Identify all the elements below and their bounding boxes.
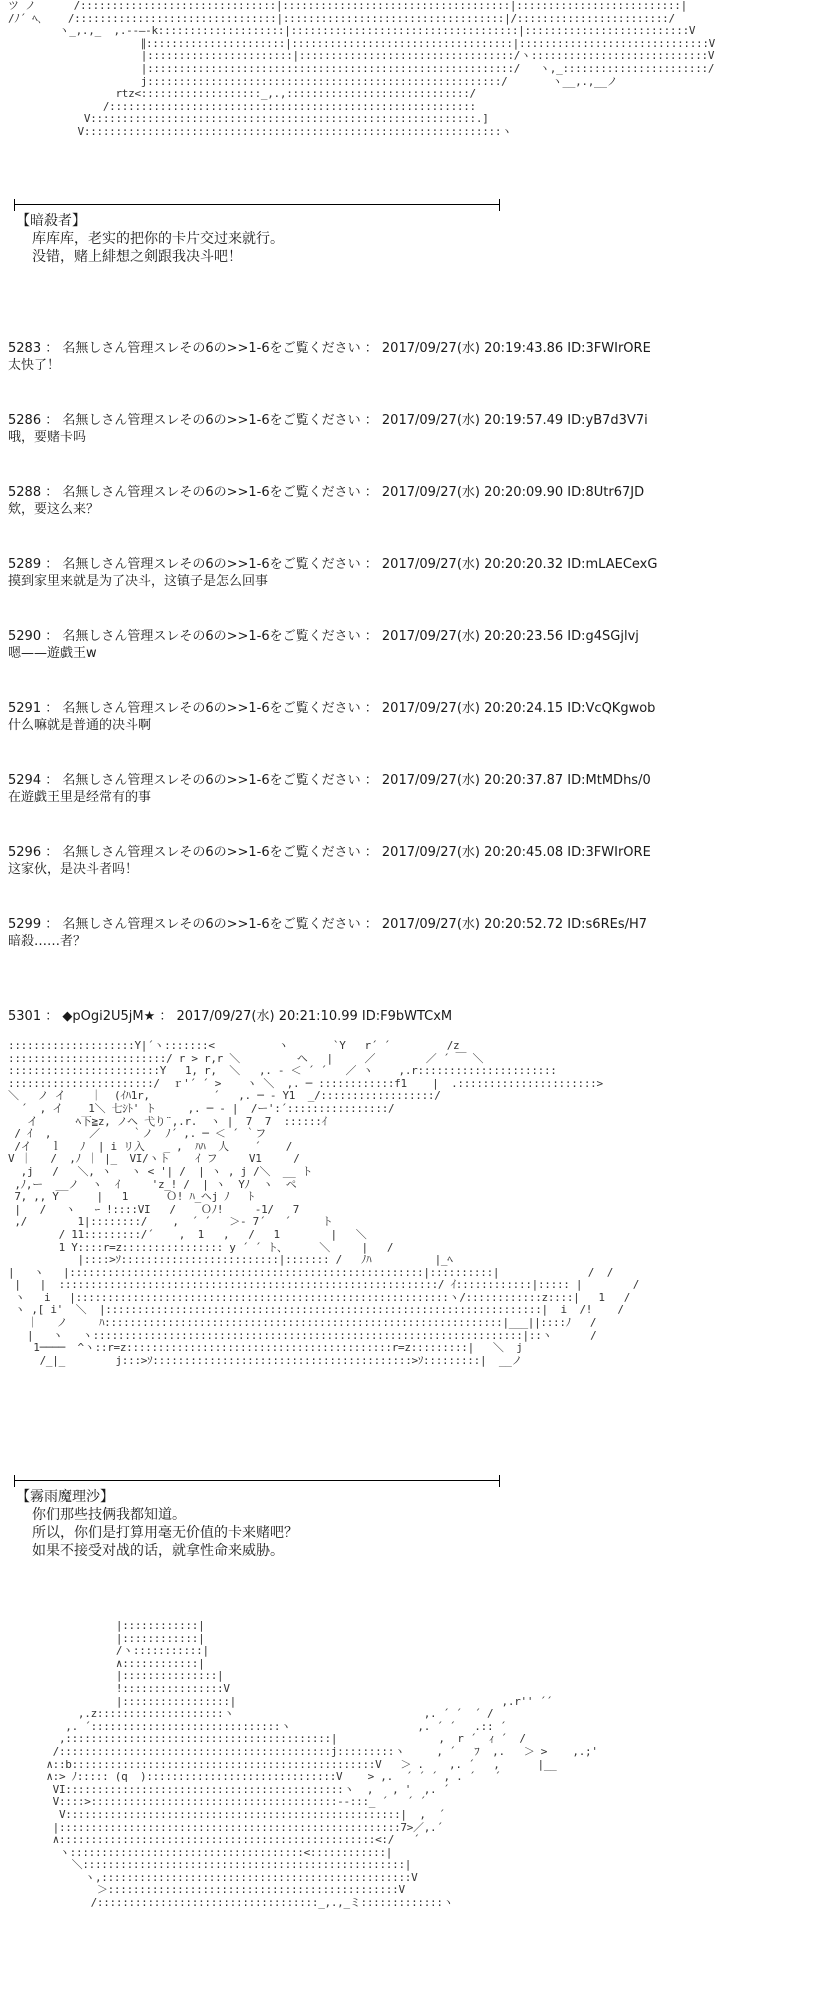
post (8, 484, 644, 518)
post-body: 太快了！ (8, 358, 61, 373)
post-body: 暗殺……者？ (8, 934, 87, 949)
post-header: 5286 ： 名無しさん管理スレその6の>>1-6をご覧ください ： 2017/09/27(水) 20:19:57.49 ID:yB7d3V7i (8, 413, 648, 428)
post (8, 628, 639, 662)
ascii-art-assassin: ツ ノ /:::::::::::::::::::::::::::::::|::::::::::::::::::::::::::::::::::::|::::::::::::::::::::::::::| /ﾉ´ ﾍ､ /::::::::::::::::::::::::::::::::|:::::::::::::::::::::::::::::::::::|/::::::::::::::::::::::::/ ヽ_,.,_ ,.--―‐k::::::::::::::::::::|::::::::::::::::::::::::::::::::::::|::::::::::::::::::::::::::V ∥::::::::::::::::::::::|:::::::::::::::::::::::::::::::::::|::::::::::::::::::::::::::::::V |:::::::::::::::::::::::|::::::::::::::::::::::::::::::::::/ヽ::::::::::::::::::::::::::::V |::::::::::::::::::::::::::::::::::::::::::::::::::::::::::/ ヽ,_:::::::::::::::::::::::/ j::::::::::::::::::::::::::::::::::::::::::::::::::::::::/ ヽ__,.,__ノ rtz<:::::::::::::::::::_,.,:::::::::::::::::::::::::::::/ /:::::::::::::::::::::::::::::::::::::::::::::::::::::::::: V:::::::::::::::::::::::::::::::::::::::::::::::::::::::::::::.] V::::::::::::::::::::::::::::::::::::::::::::::::::::::::::::::::::ヽ (8, 0, 716, 138)
post (8, 700, 655, 734)
speech-block-assassin (16, 212, 284, 266)
speech-line: 库库库，老实的把你的卡片交过来就行。 (32, 231, 284, 247)
post-header: 5299 ： 名無しさん管理スレその6の>>1-6をご覧ください ： 2017/09/27(水) 20:20:52.72 ID:s6REs/H7 (8, 917, 648, 932)
post-header: 5294 ： 名無しさん管理スレその6の>>1-6をご覧ください ： 2017/09/27(水) 20:20:37.87 ID:MtMDhs/0 (8, 773, 651, 788)
ascii-art-marisa: ::::::::::::::::::::Y|´ヽ:::::::< ヽ `Y r´ ´ /z :::::::::::::::::::::::::/ r > r,r ＼ ヘ | ／ ／ ´ ￣ ＼ ::::::::::::::::::::::::Y 1, r, ＼ ,. ‐ ＜ ´ ´ ／ ヽ ,.r:::::::::::::::::::::: :::::::::::::::::::::::/ ｒ'´ ´ > ヽ ＼ ,. ─ ::::::::::::f1 | .::::::::::::::::::::::> ＼ ノ イ ｜ (ｲﾊ1r, ´ ,. ─ ‐ Y1 _/::::::::::::::::::/ ´ , イ 1＼ 七ｼﾄ' ト ,. ─ ‐ | /ー':´::::::::::::::::/ イ ﾍ下≧z, ノヘ 弋り¨,.r. ヽ | 7 7 ::::::ｲ / ｲ , ／ ｀ノ ﾉ´ ,. ─ ＜ ´ ｀フ /イ ｌ ﾉ | i リ入 _ , ﾊﾊ 人 ´ / V ｜ / ,ﾉ ｜ |_ VI/ヽト ｲ フ V1 / ,j / ＼, ヽ ヽ < '| / | ヽ , j /＼ __ ト ,ﾉ,ー __ノ ヽ ｲ 'z_! / | ヽ Yﾉ ヽ ペ 7, ,, Y | 1 Ｏ! ﾊ_ヘj ﾉ ﾄ | / ヽ ｰ !::::VI / Ｏﾉ! -1/ 7 ,/ 1|::::::::/ , ´ ´ ＞‐ 7´ ´ ト / 11:::::::::/´ , 1 , / 1 | ＼ 1 Y::::r=z:::::::::::::::: y ´ ´ ト、 ＼ | / |::::>ｿ:::::::::::::::::::::::::|::::::: / ﾉﾊ |_ﾍ | ヽ |::::::::::::::::::::::::::::::::::::::::::::::::::::::::|::::::::::| / / | | ::::::::::::::::::::::::::::::::::::::::::::::::::::::::::::/ ｲ::::::::::::|::::: | / ヽ i |:::::::::::::::::::::::::::::::::::::::::::::::::::::::::::ヽ/::::::::::::z::::| 1 / ヽ ,[ i' ＼ |:::::::::::::::::::::::::::::::::::::::::::::::::::::::::::::::::::::| i /! / ｜ ノ ﾊ:::::::::::::::::::::::::::::::::::::::::::::::::::::::::::::::|___||::::ﾉ / | ヽ ヽ::::::::::::::::::::::::::::::::::::::::::::::::::::::::::::::::::::|::ヽ / 1──── ^ヽ::r=z::::::::::::::::::::::::::::::::::::::::::r=z:::::::::| ＼ j /_|_ j:::>ｿ:::::::::::::::::::::::::::::::::::::::::>ｿ:::::::::| __ノ (8, 1039, 640, 1367)
speech-line: 所以，你们是打算用毫无价值的卡来赌吧？ (32, 1525, 298, 1541)
post-header: 5291 ： 名無しさん管理スレその6の>>1-6をご覧ください ： 2017/09/27(水) 20:20:24.15 ID:VcQKgwob (8, 701, 656, 716)
speech-line: 如果不接受对战的话，就拿性命来威胁。 (32, 1543, 284, 1559)
divider-line (14, 204, 500, 205)
post-header: 5301 ： ◆pOgi2U5jM★ ： 2017/09/27(水) 20:21:10.99 ID:F9bWTCxM (8, 1009, 453, 1024)
post-header: 5283 ： 名無しさん管理スレその6の>>1-6をご覧ください ： 2017/09/27(水) 20:19:43.86 ID:3FWIrORE (8, 341, 651, 356)
post-header: 5289 ： 名無しさん管理スレその6の>>1-6をご覧ください ： 2017/09/27(水) 20:20:20.32 ID:mLAECexG (8, 557, 658, 572)
post-body: 在遊戯王里是经常有的事 (8, 790, 152, 805)
post-header: 5288 ： 名無しさん管理スレその6の>>1-6をご覧ください ： 2017/09/27(水) 20:20:09.90 ID:8Utr67JD (8, 485, 645, 500)
post (8, 412, 648, 446)
divider-line (14, 1480, 500, 1481)
post (8, 556, 657, 590)
ascii-art-bottle: |::::::::::::| |::::::::::::| /ヽ:::::::::::| ∧::::::::::::| |:::::::::::::::| !::::::::::::::::V |:::::::::::::::::| ,.r'' ´´ ,.z::::::::::::::::::::ヽ ,. ´ ´ ´ / ,. ´::::::::::::::::::::::::::::::ヽ ,. ´ ´ .:: ´ ,::::::::::::::::::::::::::::::::::::::::::| , r ´ ｨ ´ / /:::::::::::::::::::::::::::::::::::::::::::j:::::::::ヽ , ´ ﾌ ,. ＞ > ,.;' ∧::b::::::::::::::::::::::::::::::::::::::::::::::::V ＞ . ,. ´ , |__ ∧:> ﾉ::::: (q )::::::::::::::::::::::::::::::V > ,. ´ ´ ´ , . ´ ´ VI::::::::::::::::::::::::::::::::::::::::::::ヽ , , ' ,. ´ V::::>:::::::::::::::::::::::::::::::::::::::--:::_ ´ ´ ´ V:::::::::::::::::::::::::::::::::::::::::::::::::::::| , ´ |::::::::::::::::::::::::::::::::::::::::::::::::::::::7>／,.´ ∧::::::::::::::::::::::::::::::::::::::::::::::::::<:/ ´ ヽ:::::::::::::::::::::::::::::::::::::<::::::::::::| ＼:::::::::::::::::::::::::::::::::::::::::::::::::::| ヽ,:::::::::::::::::::::::::::::::::::::::::::::::::V ＞::::::::::::::::::::::::::::::::::::::::::::::V /:::::::::::::::::::::::::::::::::::_,.,_ミ:::::::::::::ヽ (46, 1619, 598, 1910)
post-header: 5296 ： 名無しさん管理スレその6の>>1-6をご覧ください ： 2017/09/27(水) 20:20:45.08 ID:3FWIrORE (8, 845, 651, 860)
post-body: 哦，要赌卡吗 (8, 430, 87, 445)
speech-block-marisa (16, 1488, 298, 1560)
post (8, 340, 651, 374)
post-body: 摸到家里来就是为了决斗，这镇子是怎么回事 (8, 574, 269, 589)
post-body: 这家伙，是决斗者吗！ (8, 862, 139, 877)
post (8, 1008, 452, 1025)
post-header: 5290 ： 名無しさん管理スレその6の>>1-6をご覧ください ： 2017/09/27(水) 20:20:23.56 ID:g4SGjlvj (8, 629, 639, 644)
post (8, 772, 651, 806)
post-body: 什么嘛就是普通的决斗啊 (8, 718, 152, 733)
speaker-name: 【霧雨魔理沙】 (16, 1489, 114, 1505)
speech-line: 没错，赌上緋想之剣跟我决斗吧！ (32, 249, 242, 265)
post (8, 844, 651, 878)
post (8, 916, 647, 950)
speech-line: 你们那些技俩我都知道。 (32, 1507, 186, 1523)
post-body: 欸，要这么来？ (8, 502, 100, 517)
post-body: 嗯——遊戯王w (8, 646, 97, 661)
speaker-name: 【暗殺者】 (16, 213, 86, 229)
